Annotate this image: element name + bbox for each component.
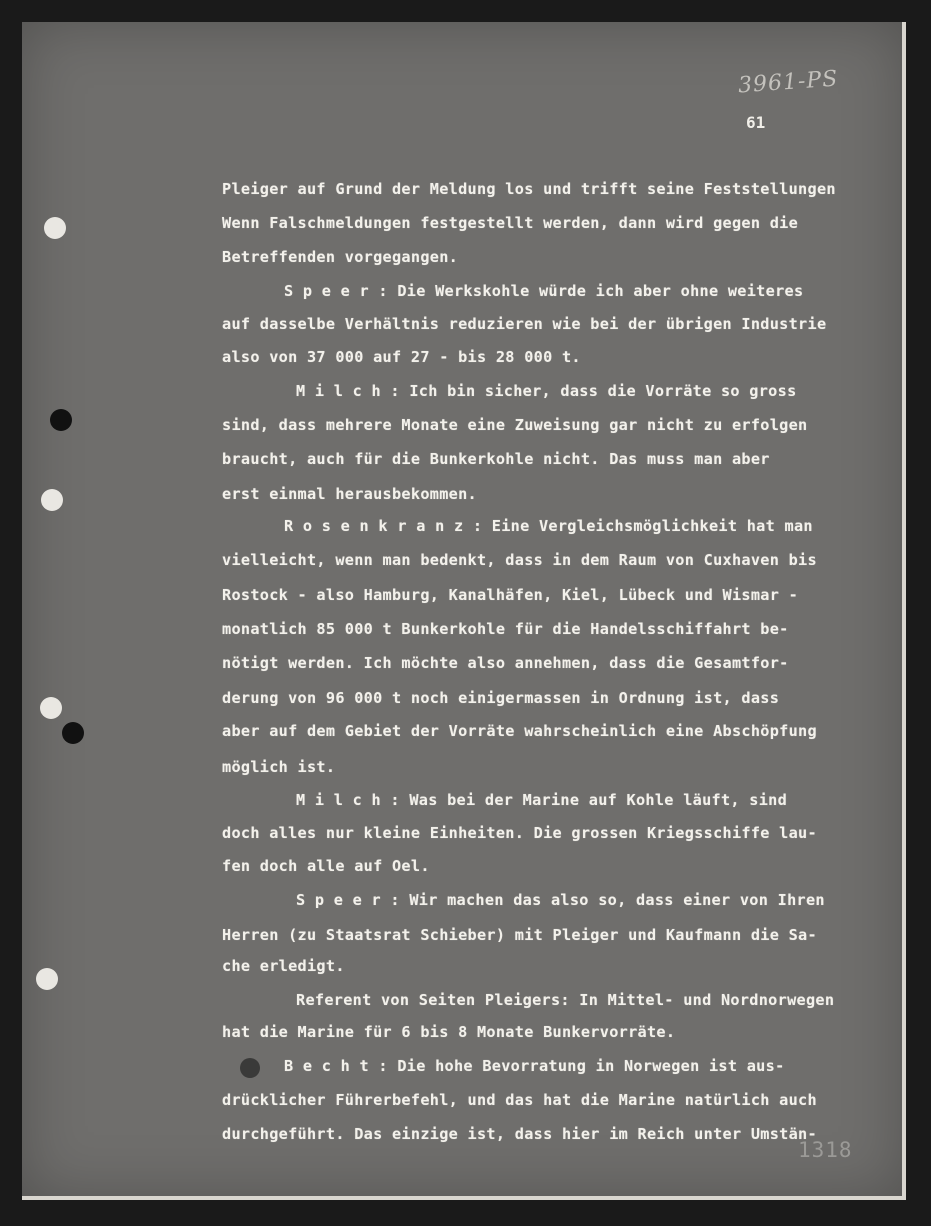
- text-line: vielleicht, wenn man bedenkt, dass in dem Raum von Cuxhaven bis: [222, 551, 817, 569]
- text-line: durchgeführt. Das einzige ist, dass hier im Reich unter Umstän-: [222, 1125, 817, 1143]
- page-number: 61: [746, 113, 766, 132]
- text-line: braucht, auch für die Bunkerkohle nicht. Das muss man aber: [222, 450, 770, 468]
- page-bottom-edge: [22, 1196, 904, 1200]
- page-right-edge: [902, 22, 906, 1200]
- punch-hole: [62, 722, 84, 744]
- text-line: nötigt werden. Ich möchte also annehmen, dass die Gesamtfor-: [222, 654, 789, 672]
- punch-hole: [50, 409, 72, 431]
- text-line: che erledigt.: [222, 957, 345, 975]
- text-line: derung von 96 000 t noch einigermassen in Ordnung ist, dass: [222, 689, 780, 707]
- text-line: R o s e n k r a n z : Eine Vergleichsmöglichkeit hat man: [284, 517, 813, 535]
- text-line: auf dasselbe Verhältnis reduzieren wie bei der übrigen Industrie: [222, 315, 827, 333]
- text-line: also von 37 000 auf 27 - bis 28 000 t.: [222, 348, 581, 366]
- text-line: möglich ist.: [222, 758, 336, 776]
- punch-hole: [40, 697, 62, 719]
- text-line: fen doch alle auf Oel.: [222, 857, 430, 875]
- text-line: doch alles nur kleine Einheiten. Die grossen Kriegsschiffe lau-: [222, 824, 817, 842]
- text-line: Wenn Falschmeldungen festgestellt werden, dann wird gegen die: [222, 214, 799, 232]
- text-line: Pleiger auf Grund der Meldung los und trifft seine Feststellungen: [222, 180, 836, 198]
- punch-hole: [44, 217, 66, 239]
- text-line: Herren (zu Staatsrat Schieber) mit Pleiger und Kaufmann die Sa-: [222, 926, 817, 944]
- text-line: sind, dass mehrere Monate eine Zuweisung gar nicht zu erfolgen: [222, 416, 808, 434]
- punch-hole: [36, 968, 58, 990]
- text-line: aber auf dem Gebiet der Vorräte wahrscheinlich eine Abschöpfung: [222, 722, 817, 740]
- text-line: hat die Marine für 6 bis 8 Monate Bunkervorräte.: [222, 1023, 676, 1041]
- document-page: [22, 22, 904, 1198]
- text-line: S p e e r : Wir machen das also so, dass einer von Ihren: [296, 891, 825, 909]
- text-line: Rostock - also Hamburg, Kanalhäfen, Kiel, Lübeck und Wismar -: [222, 586, 799, 604]
- text-line: monatlich 85 000 t Bunkerkohle für die Handelsschiffahrt be-: [222, 620, 789, 638]
- punch-hole: [41, 489, 63, 511]
- text-line: Referent von Seiten Pleigers: In Mittel- und Nordnorwegen: [296, 991, 835, 1009]
- stamp-number: 1318: [798, 1138, 853, 1162]
- text-line: M i l c h : Was bei der Marine auf Kohle läuft, sind: [296, 791, 788, 809]
- text-line: drücklicher Führerbefehl, und das hat die Marine natürlich auch: [222, 1091, 817, 1109]
- text-line: M i l c h : Ich bin sicher, dass die Vorräte so gross: [296, 382, 797, 400]
- punch-hole: [240, 1058, 260, 1078]
- archive-number: 3961-PS: [737, 66, 840, 99]
- text-line: Betreffenden vorgegangen.: [222, 248, 459, 266]
- text-line: B e c h t : Die hohe Bevorratung in Norwegen ist aus-: [284, 1057, 785, 1075]
- text-line: erst einmal herausbekommen.: [222, 485, 477, 503]
- text-line: S p e e r : Die Werkskohle würde ich aber ohne weiteres: [284, 282, 804, 300]
